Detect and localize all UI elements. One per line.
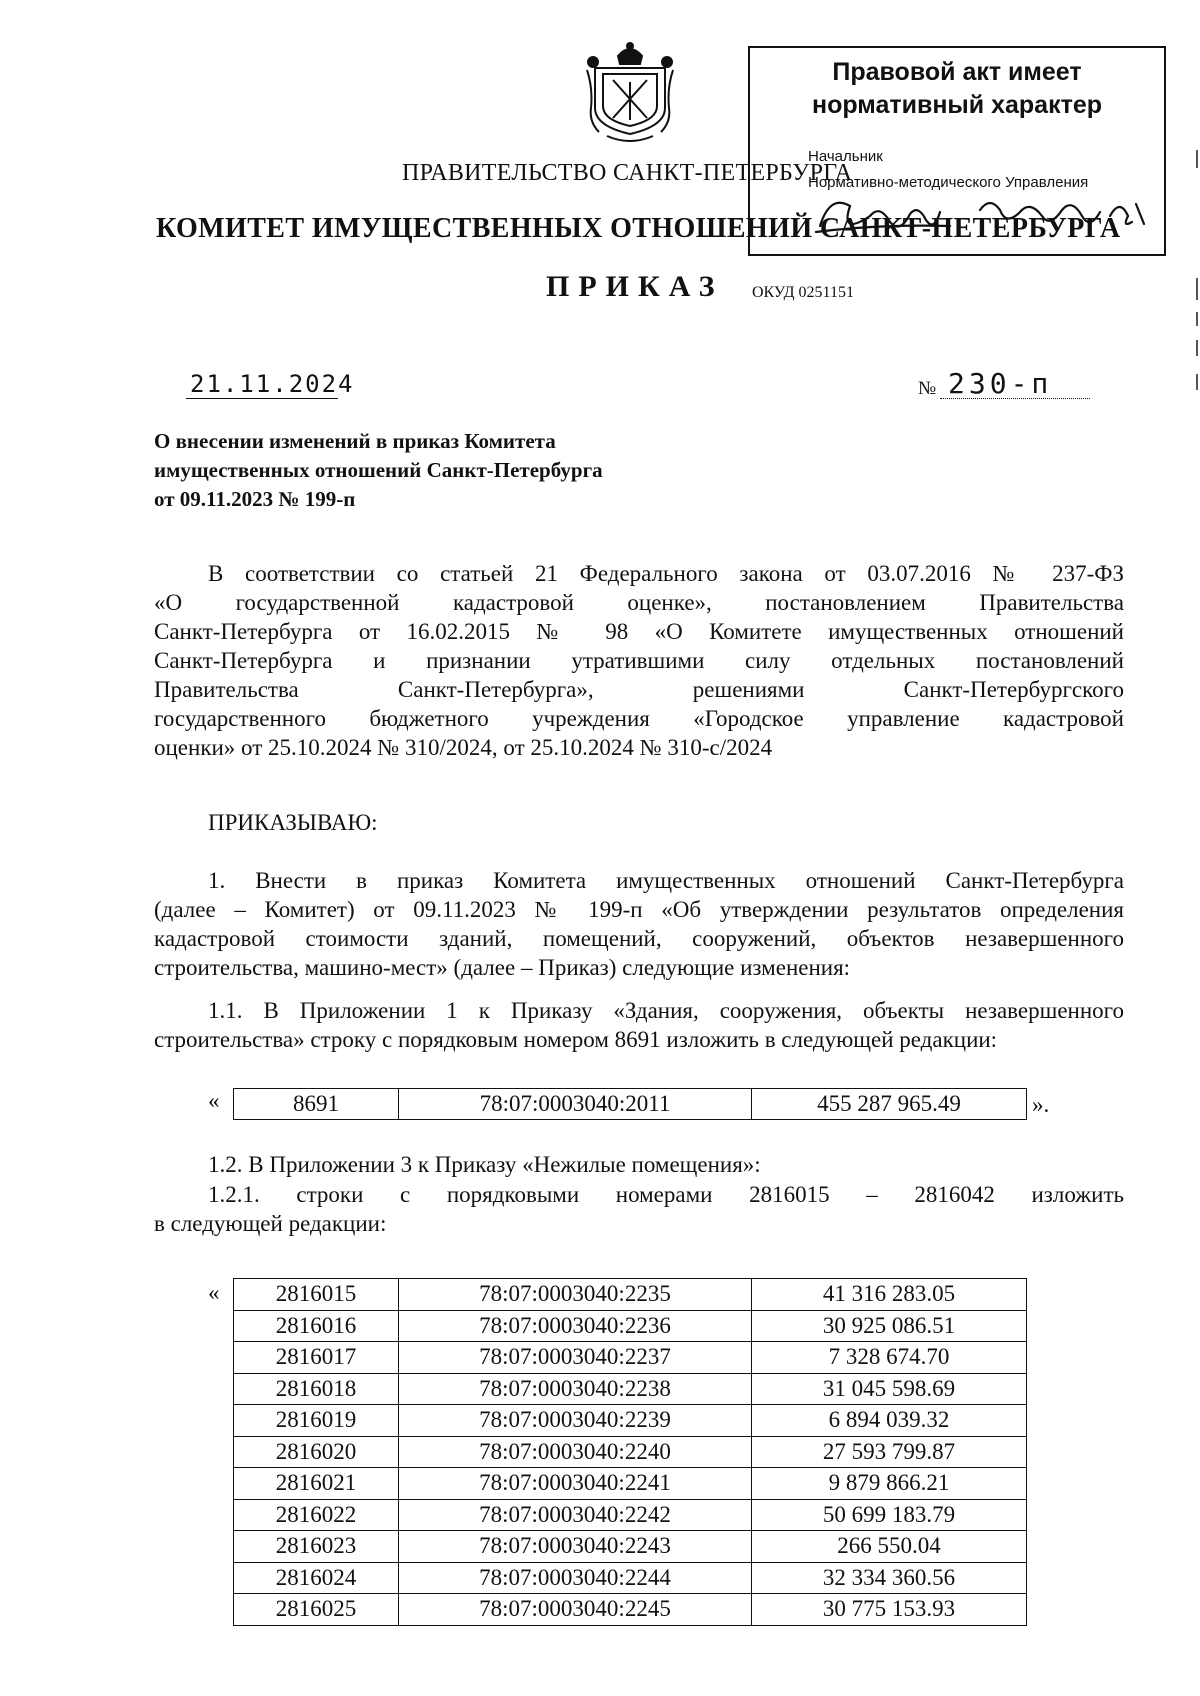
preamble-line: Санкт-Петербурга и признании утратившими силу отдельных постановлений — [154, 648, 1124, 673]
table-row — [234, 1468, 1027, 1500]
preamble-line: государственного бюджетного учреждения «Городское управление кадастровой — [154, 706, 1124, 731]
row-number-cell: 2816024 — [234, 1562, 399, 1594]
cadastral-number-cell: 78:07:0003040:2011 — [399, 1089, 752, 1120]
cadastral-value-cell: 6 894 039.32 — [752, 1405, 1027, 1437]
stamp-title-line-2: нормативный характер — [811, 91, 1103, 119]
preamble-line: «О государственной кадастровой оценке», постановлением Правительства — [154, 590, 1124, 615]
subject-line-2: имущественных отношений Санкт-Петербурга — [154, 458, 603, 482]
date-underline — [186, 398, 338, 399]
cadastral-number-cell: 78:07:0003040:2245 — [399, 1594, 752, 1626]
row-number-cell: 2816020 — [234, 1436, 399, 1468]
cadastral-value-cell: 30 925 086.51 — [752, 1310, 1027, 1342]
item-1-line: (далее – Комитет) от 09.11.2023 № 199-п «Об утверждении результатов определения — [154, 897, 1124, 922]
scan-edge-mark — [1196, 374, 1198, 390]
cadastral-number-cell: 78:07:0003040:2236 — [399, 1310, 752, 1342]
table-1 — [233, 1088, 1027, 1120]
item-1-1-line: 1.1. В Приложении 1 к Приказу «Здания, сооружения, объекты незавершенного — [208, 998, 1124, 1023]
stamp-role-line-1: Начальник — [808, 148, 883, 165]
cadastral-value-cell: 32 334 360.56 — [752, 1562, 1027, 1594]
item-1-line: строительства, машино-мест» (далее – Приказ) следующие изменения: — [154, 955, 851, 980]
item-1-2-1-paragraph — [154, 1180, 1124, 1238]
table-row — [234, 1594, 1027, 1626]
cadastral-number-cell: 78:07:0003040:2235 — [399, 1279, 752, 1311]
scan-edge-mark — [1196, 150, 1198, 168]
order-directive-word: ПРИКАЗЫВАЮ: — [208, 810, 378, 835]
cadastral-number-cell: 78:07:0003040:2238 — [399, 1373, 752, 1405]
row-number-cell: 2816019 — [234, 1405, 399, 1437]
row-number-cell: 2816025 — [234, 1594, 399, 1626]
item-1-2-1-line: в следующей редакции: — [154, 1211, 387, 1236]
order-subject — [154, 427, 714, 514]
row-number-cell: 2816023 — [234, 1531, 399, 1563]
scan-edge-mark — [1196, 278, 1198, 300]
cadastral-value-cell: 455 287 965.49 — [752, 1089, 1027, 1120]
table-row — [234, 1373, 1027, 1405]
preamble-line: В соответствии со статьей 21 Федерального закона от 03.07.2016 № 237-ФЗ — [208, 561, 1124, 586]
row-number-cell: 2816018 — [234, 1373, 399, 1405]
table-row — [234, 1279, 1027, 1311]
stamp-title — [750, 56, 1164, 122]
number-sign: № — [918, 378, 937, 399]
item-1-2-line: 1.2. В Приложении 3 к Приказу «Нежилые помещения»: — [208, 1152, 761, 1177]
stamp-role-line-2: Нормативно-методического Управления — [808, 174, 1089, 191]
table-row — [234, 1405, 1027, 1437]
table-1-open-quote: « — [208, 1088, 220, 1113]
row-number-cell: 2816021 — [234, 1468, 399, 1500]
item-1-1-line: строительства» строку с порядковым номером 8691 изложить в следующей редакции: — [154, 1027, 998, 1052]
cadastral-number-cell: 78:07:0003040:2243 — [399, 1531, 752, 1563]
row-number-cell: 8691 — [234, 1089, 399, 1120]
item-1-line: кадастровой стоимости зданий, помещений, сооружений, объектов незавершенного — [154, 926, 1124, 951]
government-name: ПРАВИТЕЛЬСТВО САНКТ-ПЕТЕРБУРГА — [402, 160, 853, 186]
row-number-cell: 2816016 — [234, 1310, 399, 1342]
cadastral-value-cell: 30 775 153.93 — [752, 1594, 1027, 1626]
table-row — [234, 1436, 1027, 1468]
subject-line-3: от 09.11.2023 № 199-п — [154, 487, 356, 511]
cadastral-value-cell: 50 699 183.79 — [752, 1499, 1027, 1531]
stamp-title-line-1: Правовой акт имеет — [832, 58, 1082, 86]
preamble-line: Санкт-Петербурга от 16.02.2015 № 98 «О Комитете имущественных отношений — [154, 619, 1124, 644]
table-row — [234, 1310, 1027, 1342]
order-number: 230-п — [948, 367, 1053, 400]
item-1-2-paragraph — [154, 1150, 1124, 1179]
preamble-paragraph — [154, 559, 1124, 762]
cadastral-value-cell: 31 045 598.69 — [752, 1373, 1027, 1405]
cadastral-number-cell: 78:07:0003040:2240 — [399, 1436, 752, 1468]
item-1-paragraph — [154, 866, 1124, 982]
cadastral-value-cell: 266 550.04 — [752, 1531, 1027, 1563]
order-date: 21.11.2024 — [190, 370, 355, 398]
table-row — [234, 1531, 1027, 1563]
cadastral-value-cell: 41 316 283.05 — [752, 1279, 1027, 1311]
row-number-cell: 2816015 — [234, 1279, 399, 1311]
scan-edge-mark — [1196, 312, 1198, 326]
table-row — [234, 1562, 1027, 1594]
item-1-1-paragraph — [154, 996, 1124, 1054]
number-underline — [940, 398, 1090, 399]
scan-edge-mark — [1196, 340, 1198, 356]
table-row — [234, 1499, 1027, 1531]
cadastral-value-cell: 27 593 799.87 — [752, 1436, 1027, 1468]
okud-code: ОКУД 0251151 — [752, 284, 854, 301]
item-1-2-1-line: 1.2.1. строки с порядковыми номерами 2816015 – 2816042 изложить — [208, 1182, 1124, 1207]
cadastral-number-cell: 78:07:0003040:2244 — [399, 1562, 752, 1594]
subject-line-1: О внесении изменений в приказ Комитета — [154, 429, 556, 453]
cadastral-number-cell: 78:07:0003040:2239 — [399, 1405, 752, 1437]
row-number-cell: 2816017 — [234, 1342, 399, 1374]
table-2 — [233, 1278, 1027, 1626]
saint-petersburg-crest-icon — [585, 38, 675, 142]
cadastral-value-cell: 7 328 674.70 — [752, 1342, 1027, 1374]
table-row — [234, 1342, 1027, 1374]
row-number-cell: 2816022 — [234, 1499, 399, 1531]
table-row — [234, 1089, 1027, 1120]
item-1-line: 1. Внести в приказ Комитета имущественных отношений Санкт-Петербурга — [208, 868, 1124, 893]
cadastral-number-cell: 78:07:0003040:2242 — [399, 1499, 752, 1531]
committee-name: КОМИТЕТ ИМУЩЕСТВЕННЫХ ОТНОШЕНИЙ САНКТ-ПЕТЕРБУРГА — [156, 213, 1121, 244]
preamble-line: оценки» от 25.10.2024 № 310/2024, от 25.10.2024 № 310-с/2024 — [154, 735, 773, 760]
document-type: ПРИКАЗ — [546, 270, 724, 303]
cadastral-value-cell: 9 879 866.21 — [752, 1468, 1027, 1500]
cadastral-number-cell: 78:07:0003040:2237 — [399, 1342, 752, 1374]
cadastral-number-cell: 78:07:0003040:2241 — [399, 1468, 752, 1500]
preamble-line: Правительства Санкт-Петербурга», решениями Санкт-Петербургского — [154, 677, 1124, 702]
table-1-close-quote: ». — [1032, 1092, 1050, 1117]
table-2-open-quote: « — [208, 1280, 220, 1305]
